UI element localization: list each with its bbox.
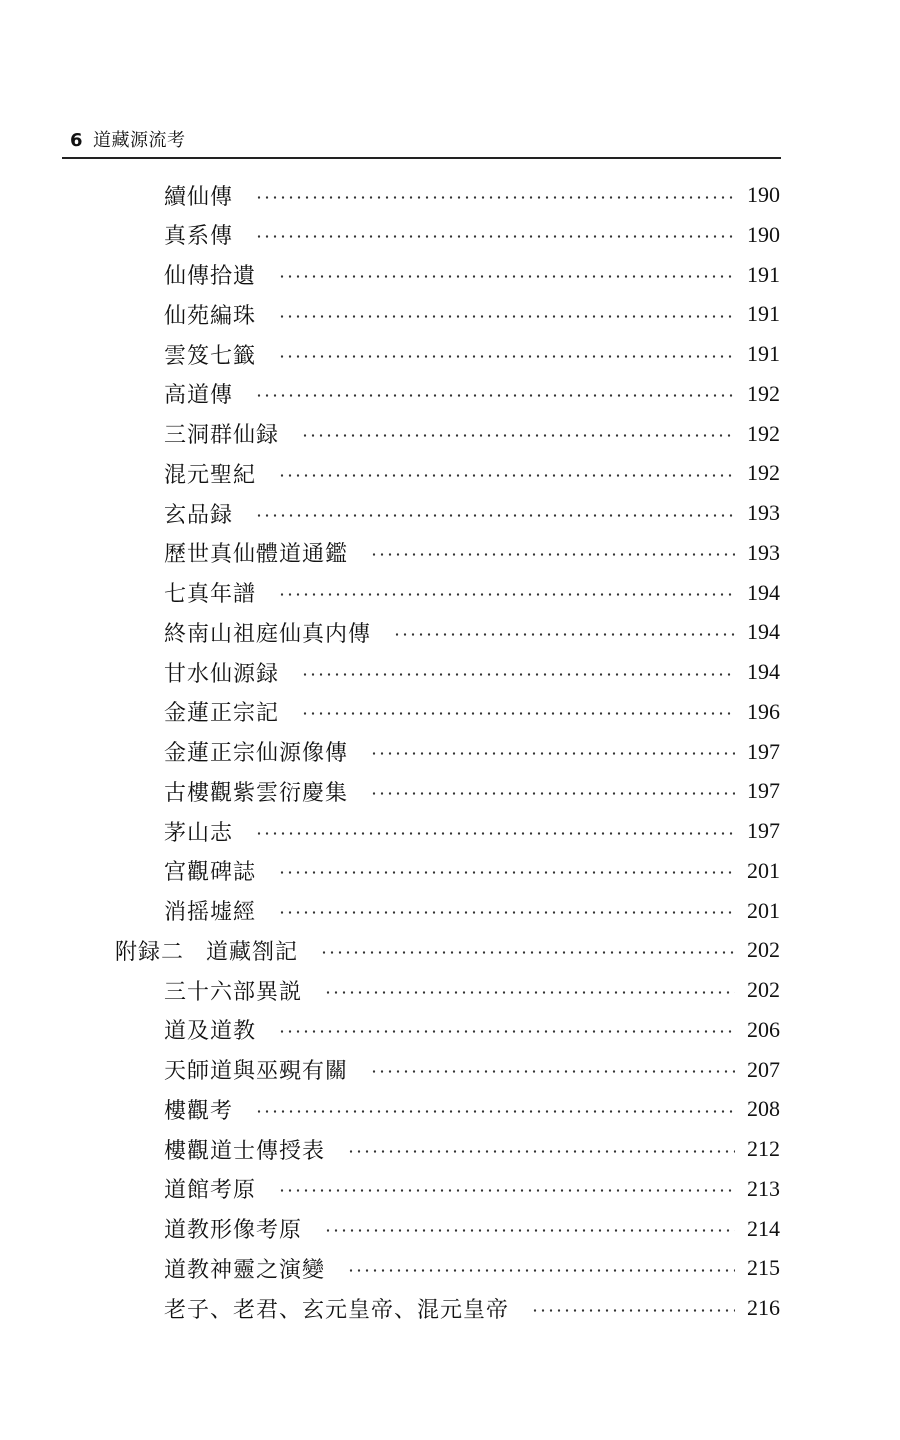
toc-entry-title: 雲笈七籤 [164, 343, 257, 369]
toc-entry [164, 377, 780, 411]
toc-entry [164, 258, 780, 292]
toc-entry [164, 655, 780, 689]
toc-entry-title: 道及道教 [164, 1019, 257, 1045]
toc-entry [164, 1172, 780, 1206]
toc-entry-title: 三洞群仙録 [164, 423, 280, 448]
dot-leader [278, 474, 735, 477]
toc-entry-title: 老子、老君、玄元皇帝、混元皇帝 [164, 1297, 510, 1323]
dot-leader [255, 1110, 735, 1113]
toc-entry [164, 576, 780, 610]
dot-leader [278, 275, 735, 278]
toc-page-number: 201 [747, 857, 780, 883]
toc-page-number: 192 [747, 380, 780, 406]
toc-entry-title: 續仙傳 [164, 184, 234, 210]
toc-entry-title: 真系傳 [164, 224, 234, 250]
toc-entry-title: 金蓮正宗記 [164, 701, 280, 727]
toc-entry [164, 1251, 780, 1285]
toc-entry-title: 仙苑編珠 [164, 303, 257, 329]
toc-page-number: 202 [747, 977, 780, 1002]
toc-entry [164, 1013, 780, 1047]
toc-entry-title: 終南山祖庭仙真内傳 [164, 621, 372, 647]
toc-entry [164, 894, 780, 928]
toc-entry [164, 337, 780, 371]
dot-leader [370, 1070, 735, 1073]
toc-entry-title: 道教形像考原 [164, 1218, 303, 1243]
dot-leader [255, 832, 735, 835]
toc-page-number: 201 [747, 897, 780, 923]
toc-entry [164, 218, 780, 252]
toc-page-number: 206 [747, 1016, 780, 1042]
toc-section-entry [115, 933, 780, 967]
toc-page-number: 208 [747, 1096, 780, 1122]
dot-leader [347, 1269, 735, 1272]
toc-entry [164, 695, 780, 729]
toc-entry-title: 玄品録 [164, 502, 234, 528]
toc-entry-title: 高道傳 [164, 383, 234, 409]
toc-entry-title: 附録二 [115, 939, 185, 965]
toc-entry [164, 1053, 780, 1087]
dot-leader [255, 235, 735, 238]
dot-leader [324, 991, 735, 994]
toc-entry-title: 道教神靈之演變 [164, 1257, 326, 1283]
toc-page-number: 207 [747, 1056, 780, 1082]
running-header [70, 126, 780, 152]
toc-page-number: 197 [747, 818, 780, 843]
toc-entry [164, 178, 780, 212]
dot-leader [320, 951, 735, 954]
dot-leader [255, 514, 735, 517]
toc-entry [164, 536, 780, 570]
toc-page-number: 215 [747, 1255, 780, 1281]
toc-page-number: 197 [747, 738, 780, 764]
toc-page-number: 193 [747, 539, 780, 565]
toc-page-number: 214 [747, 1215, 780, 1241]
toc-entry-title: 仙傳拾遺 [164, 264, 257, 289]
toc-entry-title: 樓觀考 [164, 1098, 234, 1124]
toc-page-number: 193 [747, 500, 780, 525]
dot-leader [301, 712, 735, 715]
dot-leader [255, 196, 735, 199]
toc-entry-title: 三十六部異説 [164, 979, 303, 1005]
dot-leader [301, 673, 735, 676]
toc-page-number: 191 [747, 301, 780, 327]
toc-entry [164, 615, 780, 649]
dot-leader [278, 593, 735, 596]
toc-page-number: 191 [747, 341, 780, 366]
toc-entry [164, 973, 780, 1007]
toc-entry-title: 七真年譜 [164, 582, 257, 607]
dot-leader [370, 752, 735, 755]
toc-entry-title: 歷世真仙體道通鑑 [164, 542, 349, 568]
dot-leader [278, 315, 735, 318]
toc-entry-title: 古樓觀紫雲衍慶集 [164, 780, 349, 806]
toc-page-number: 216 [747, 1295, 780, 1320]
toc-entry [164, 496, 780, 530]
header-rule [62, 157, 781, 159]
dot-leader [301, 434, 735, 437]
toc-entry-title: 甘水仙源録 [164, 661, 280, 687]
toc-entry [164, 735, 780, 769]
dot-leader [278, 911, 735, 914]
dot-leader [393, 633, 735, 636]
toc-page-number: 194 [747, 619, 780, 645]
dot-leader [278, 355, 735, 358]
toc-entry [164, 1132, 780, 1166]
toc-entry [164, 1092, 780, 1126]
toc-page-number: 192 [747, 460, 780, 486]
toc-entry [164, 417, 780, 451]
toc-entry-title: 宫觀碑誌 [164, 860, 257, 886]
book-title: 道藏源流考 [93, 130, 186, 151]
toc-entry [164, 456, 780, 490]
toc-entry-title: 混元聖紀 [164, 462, 257, 488]
toc-entry [164, 1291, 780, 1325]
dot-leader [531, 1309, 735, 1312]
dot-leader [255, 394, 735, 397]
dot-leader [347, 1150, 735, 1153]
toc-entry [164, 814, 780, 848]
toc-page-number: 190 [747, 182, 780, 207]
dot-leader [278, 1030, 735, 1033]
toc-page-number: 197 [747, 778, 780, 804]
toc-entry-title: 金蓮正宗仙源像傳 [164, 741, 349, 766]
toc-section-title: 道藏劄記 [206, 939, 299, 965]
toc-page-number: 196 [747, 698, 780, 724]
dot-leader [324, 1229, 735, 1232]
toc-page-number: 191 [747, 261, 780, 287]
toc-entry [164, 297, 780, 331]
toc-page-number: 192 [747, 420, 780, 446]
toc-page-number: 202 [747, 937, 780, 963]
toc-page-number: 213 [747, 1175, 780, 1201]
toc-entry [164, 774, 780, 808]
toc-entry [164, 854, 780, 888]
dot-leader [278, 871, 735, 874]
toc-entry-title: 消摇墟經 [164, 900, 257, 925]
page-number: 6 [70, 130, 84, 151]
dot-leader [278, 1189, 735, 1192]
toc-entry-title: 樓觀道士傳授表 [164, 1138, 326, 1164]
toc-entry-title: 天師道與巫覡有關 [164, 1059, 349, 1084]
toc-page-number: 194 [747, 659, 780, 684]
toc-entry-title: 茅山志 [164, 820, 234, 846]
dot-leader [370, 792, 735, 795]
toc-page-number: 212 [747, 1136, 780, 1161]
dot-leader [370, 553, 735, 556]
toc-page-number: 194 [747, 579, 780, 605]
toc-entry-title: 道館考原 [164, 1178, 257, 1204]
toc-page-number: 190 [747, 221, 780, 247]
toc-entry [164, 1212, 780, 1246]
